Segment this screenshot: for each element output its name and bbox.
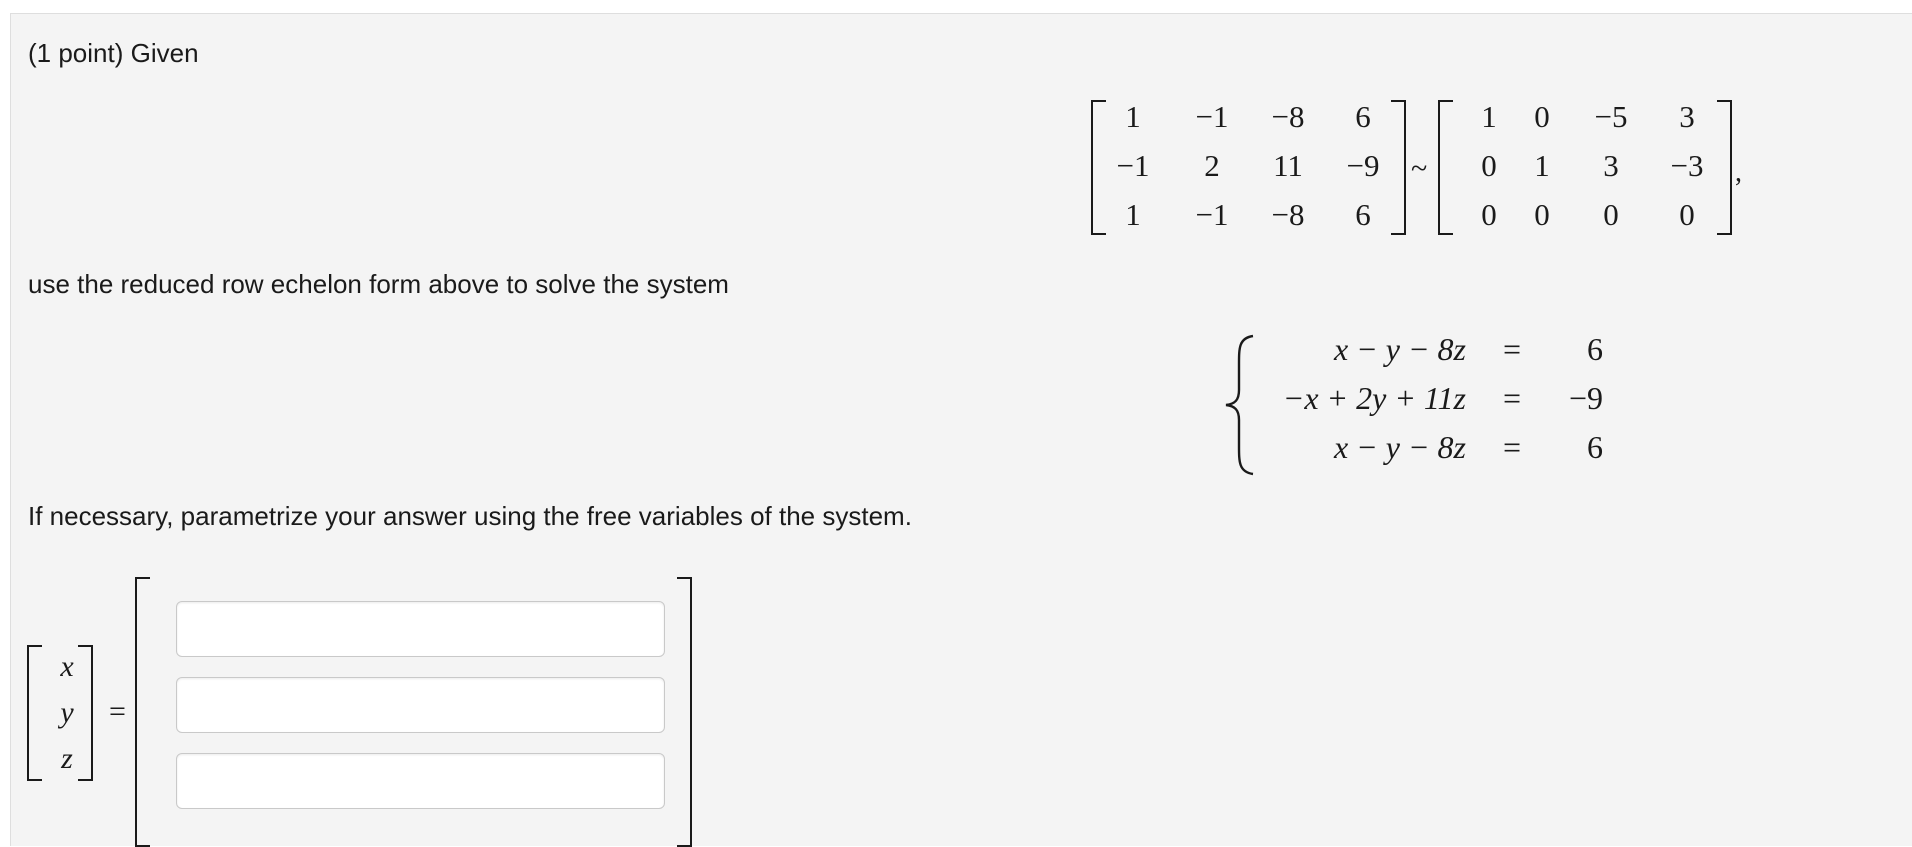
system-row-2-lhs: −x + 2y + 11z xyxy=(1282,380,1466,416)
matrix-a-cell: 1 xyxy=(1125,197,1141,232)
matrix-rref-cell: 3 xyxy=(1679,99,1695,134)
matrix-a-cell: 11 xyxy=(1273,148,1303,183)
matrix-rref-cell: −3 xyxy=(1670,148,1704,183)
matrix-a-cell: −8 xyxy=(1271,99,1305,134)
matrix-rref-left-bracket xyxy=(1438,100,1453,235)
matrix-a-cell: −1 xyxy=(1116,148,1150,183)
answer-z-input[interactable] xyxy=(176,753,665,809)
matrix-a-cell: −1 xyxy=(1195,99,1229,134)
answer-x-input[interactable] xyxy=(176,601,665,657)
system-row-3-lhs: x − y − 8z xyxy=(1333,429,1466,465)
answer-vector-left-bracket xyxy=(135,577,150,847)
variable-vector-left-bracket xyxy=(27,645,42,781)
matrix-a-cell: −1 xyxy=(1195,197,1229,232)
system-row-3-eq: = xyxy=(1503,429,1522,465)
problem-panel xyxy=(10,13,1912,846)
matrix-a-cell: −8 xyxy=(1271,197,1305,232)
system-row-1-rhs: 6 xyxy=(1587,331,1603,367)
matrix-a-cell: 1 xyxy=(1125,99,1141,134)
answer-y-input[interactable] xyxy=(176,677,665,733)
matrix-rref-cell: 0 xyxy=(1481,148,1497,183)
system-row-2-eq: = xyxy=(1503,380,1522,416)
variable-x: x xyxy=(60,650,74,683)
variable-y: y xyxy=(60,696,74,729)
instruction-text: use the reduced row echelon form above to solve the system xyxy=(28,269,729,299)
matrix-rref-cell: 0 xyxy=(1603,197,1619,232)
matrix-rref-cell: 0 xyxy=(1481,197,1497,232)
variable-z: z xyxy=(61,742,73,775)
matrix-a-cell: −9 xyxy=(1346,148,1380,183)
matrix-rref-cell: 1 xyxy=(1534,148,1550,183)
matrix-rref-cell: 0 xyxy=(1534,197,1550,232)
system-row-1-eq: = xyxy=(1503,331,1522,367)
matrix-rref-cell: 0 xyxy=(1679,197,1695,232)
system-row-2-rhs: −9 xyxy=(1568,380,1603,416)
answer-equals: = xyxy=(109,695,126,728)
matrix-rref-cell: −5 xyxy=(1594,99,1628,134)
row-equivalence-tilde: ~ xyxy=(1411,152,1428,185)
matrix-a-cell: 6 xyxy=(1355,197,1371,232)
parametrize-note: If necessary, parametrize your answer using the free variables of the system. xyxy=(28,501,912,531)
system-row-3-rhs: 6 xyxy=(1587,429,1603,465)
matrix-trailing-comma: , xyxy=(1735,157,1742,188)
problem-intro: (1 point) Given xyxy=(28,38,199,68)
matrix-rref-cell: 1 xyxy=(1481,99,1497,134)
answer-vector-right-bracket xyxy=(677,577,692,847)
matrix-rref-cell: 3 xyxy=(1603,148,1619,183)
system-row-1-lhs: x − y − 8z xyxy=(1333,331,1466,367)
matrix-a-cell: 6 xyxy=(1355,99,1371,134)
matrix-rref-cell: 0 xyxy=(1534,99,1550,134)
matrix-a-cell: 2 xyxy=(1204,148,1220,183)
